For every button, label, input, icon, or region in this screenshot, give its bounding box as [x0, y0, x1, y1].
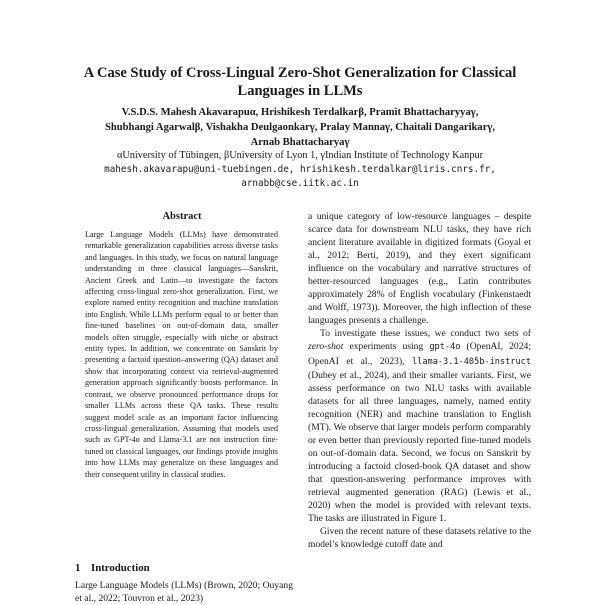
- right-column-text: [308, 210, 531, 551]
- introduction-text: Large Language Models (LLMs) (Brown, 2020; Ouyang et al., 2022; Touvron et al., 2023): [75, 580, 293, 604]
- affiliations: αUniversity of Tübingen, βUniversity of Lyon 1, γIndian Institute of Technology Kanpur: [116, 150, 484, 161]
- paragraph: a unique category of low-resource languages – despite scarce data for downstream NLU tasks, they have rich ancient literature available in digitized formats (Goyal et al., 2012; Berti, 2019), and they exert significant influence on the vocabulary and narrative structures of better-resourced languages (e.g., Latin contributes approximately 28% of English vocabulary (Finkenstaedt and Wolff, 1973)). Moreover, the high inflection of these languages presents a challenge.: [308, 211, 531, 327]
- model-name: llama-3.1-405b-instruct: [412, 356, 531, 367]
- abstract-text: Large Language Models (LLMs) have demonstrated remarkable generalization capabilities across diverse tasks and languages. In this study, we focus on natural language understanding in three classical languages—Sanskrit, Ancient Greek and Latin—to investigate the factors affecting cross-lingual zero-shot generalization. First, we explore named entity recognition and machine translation into English. While LLMs perform equal to or better than fine-tuned baselines on out-of-domain data, smaller models often struggle, especially with niche or abstract entity types. In addition, we concentrate on Sanskrit by presenting a factoid question–answering (QA) dataset and show that incorporating context via retrieval-augmented generation approach significantly boosts performance. In contrast, we observe pronounced performance drops for smaller LLMs across these QA tasks. These results suggest model scale as an important factor influencing cross-lingual generalization. Assuming that models used such as GPT-4o and Llama-3.1 are not instruction fine-tuned on classical languages, our findings provide insights into how LLMs may generalize on these languages and their consequent utility in classical studies.: [85, 230, 278, 479]
- emphasis-zero-shot: zero-shot: [308, 341, 344, 353]
- paragraph: Given the recent nature of these datasets relative to the model’s knowledge cutoff date and: [308, 526, 531, 551]
- authors-line: Arnab Bhattacharyaγ: [250, 136, 350, 148]
- paper-title: A Case Study of Cross-Lingual Zero-Shot Generalization for Classical Languages in LLMs: [83, 65, 517, 99]
- authors-line: Shubhangi Agarwalβ, Vishakha Deulgaonkarγ, Pralay Mannaγ, Chaitali Dangarikarγ,: [104, 121, 496, 133]
- section-heading-introduction: [75, 562, 150, 574]
- section-number: 1: [75, 562, 81, 574]
- authors-line: V.S.D.S. Mahesh Akavarapuα, Hrishikesh Terdalkarβ, Pramit Bhattacharyyaγ,: [121, 107, 479, 118]
- author-emails: [40, 163, 560, 190]
- email-line: arnabb@cse.iitk.ac.in: [241, 177, 359, 189]
- author-list: [50, 106, 550, 150]
- paragraph: To investigate these issues, we conduct two sets of zero-shot experiments using gpt-4o (OpenAI, 2024; OpenAI et al., 2023), llama-3.1-405b-instruct (Dubey et al., 2024), and their smaller variants. First, we assess performance on two NLU tasks with available datasets for all three languages, namely, named entity recognition (NER) and machine translation to English (MT). We observe that larger models perform comparably or even better than previously reported fine-tuned models on out-of-domain data. Second, we focus on Sanskrit by introducing a factoid closed-book QA dataset and show that question-answering performance improves with retrieval augmented generation (RAG) (Lewis et al., 2020) when the model is provided with relevant texts. The tasks are illustrated in Figure 1.: [308, 328, 531, 525]
- email-line: mahesh.akavarapu@uni-tuebingen.de, hrishikesh.terdalkar@liris.cnrs.fr,: [104, 164, 496, 175]
- section-title: Introduction: [91, 562, 150, 574]
- abstract-heading: Abstract: [162, 211, 202, 222]
- model-name: gpt-4o: [429, 342, 461, 353]
